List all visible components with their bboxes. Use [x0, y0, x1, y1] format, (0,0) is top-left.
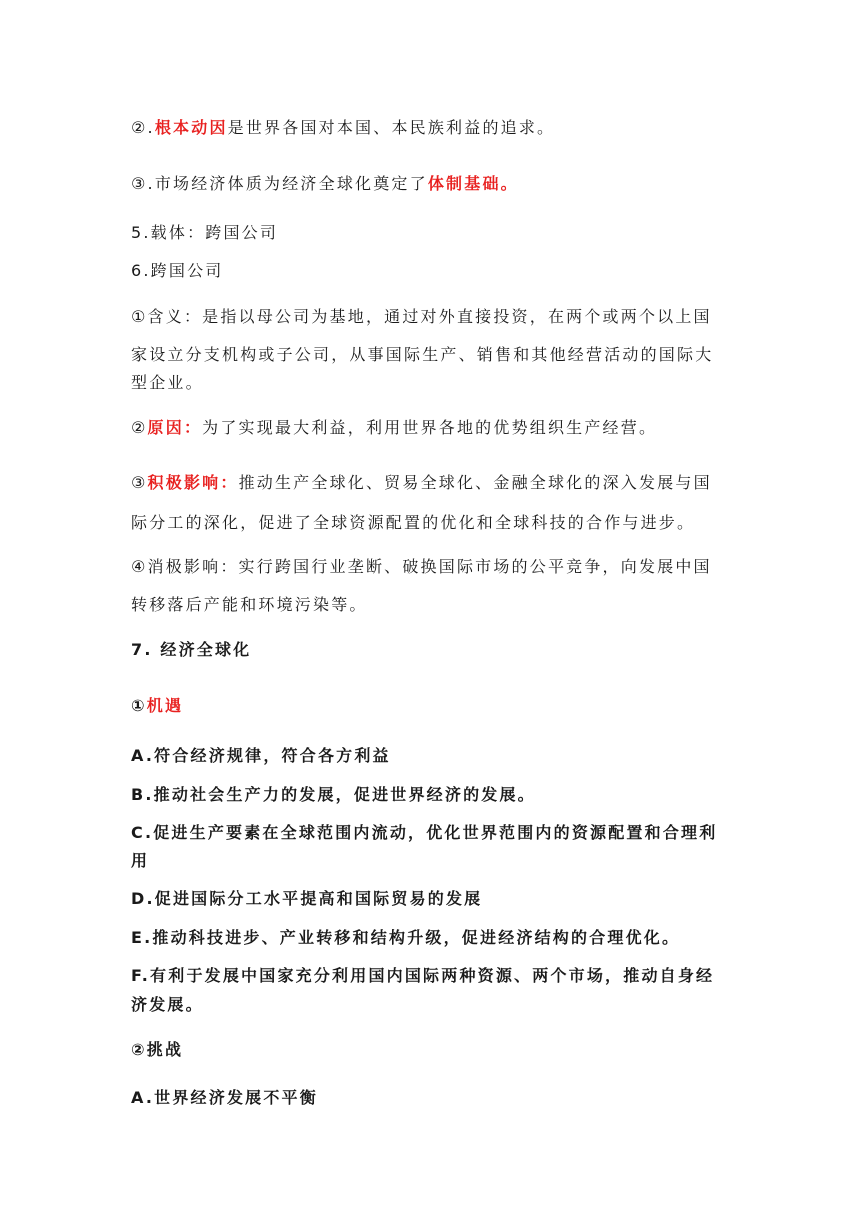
item-market-economy — [131, 174, 519, 194]
item-reason — [131, 418, 657, 438]
highlight-positive-impact: 积极影响： — [147, 473, 239, 492]
definition-line-2: 家设立分支机构或子公司，从事国际生产、销售和其他经营活动的国际大 — [131, 345, 714, 364]
heading-globalization: 7. 经济全球化 — [131, 640, 252, 659]
item-number: ③ — [131, 473, 148, 492]
opportunity-d: D.促进国际分工水平提高和国际贸易的发展 — [131, 889, 483, 908]
heading-challenge: ②挑战 — [131, 1040, 184, 1059]
highlight-institutional-base: 体制基础。 — [427, 174, 519, 193]
heading-opportunity — [131, 696, 183, 716]
highlight-opportunity: 机遇 — [146, 696, 184, 715]
highlight-reason: 原因： — [147, 418, 203, 437]
highlight-root-cause: 根本动因 — [154, 118, 228, 137]
heading-carrier: 5.载体：跨国公司 — [131, 223, 279, 242]
item-positive-impact — [131, 473, 712, 493]
definition-line-3: 型企业。 — [131, 373, 204, 392]
item-text: 是世界各国对本国、本民族利益的追求。 — [227, 118, 556, 137]
heading-multinational: 6.跨国公司 — [131, 261, 224, 280]
opportunity-b: B.推动社会生产力的发展，促进世界经济的发展。 — [131, 785, 536, 804]
item-root-cause — [131, 118, 555, 138]
item-number: ① — [131, 696, 147, 715]
challenge-a: A.世界经济发展不平衡 — [131, 1088, 318, 1107]
opportunity-f-line-2: 济发展。 — [131, 995, 204, 1014]
item-text: 为了实现最大利益，利用世界各地的优势组织生产经营。 — [202, 418, 658, 437]
definition-line-1: ①含义：是指以母公司为基地，通过对外直接投资，在两个或两个以上国 — [131, 307, 712, 326]
opportunity-e: E.推动科技进步、产业转移和结构升级，促进经济结构的合理优化。 — [131, 928, 681, 947]
item-number: ② — [131, 418, 148, 437]
item-text: ③.市场经济体质为经济全球化奠定了 — [131, 174, 428, 193]
negative-impact-line-2: 转移落后产能和环境污染等。 — [131, 595, 368, 614]
item-text: 推动生产全球化、贸易全球化、金融全球化的深入发展与国 — [238, 473, 712, 492]
opportunity-a: A.符合经济规律，符合各方利益 — [131, 746, 391, 765]
opportunity-c-line-2: 用 — [131, 851, 150, 870]
item-number: ②. — [131, 118, 155, 137]
opportunity-c-line-1: C.促进生产要素在全球范围内流动，优化世界范围内的资源配置和合理利 — [131, 823, 718, 842]
positive-impact-line-2: 际分工的深化，促进了全球资源配置的优化和全球科技的合作与进步。 — [131, 513, 696, 532]
opportunity-f-line-1: F.有利于发展中国家充分利用国内国际两种资源、两个市场，推动自身经 — [131, 966, 715, 985]
negative-impact-line-1: ④消极影响：实行跨国行业垄断、破换国际市场的公平竞争，向发展中国 — [131, 557, 712, 576]
